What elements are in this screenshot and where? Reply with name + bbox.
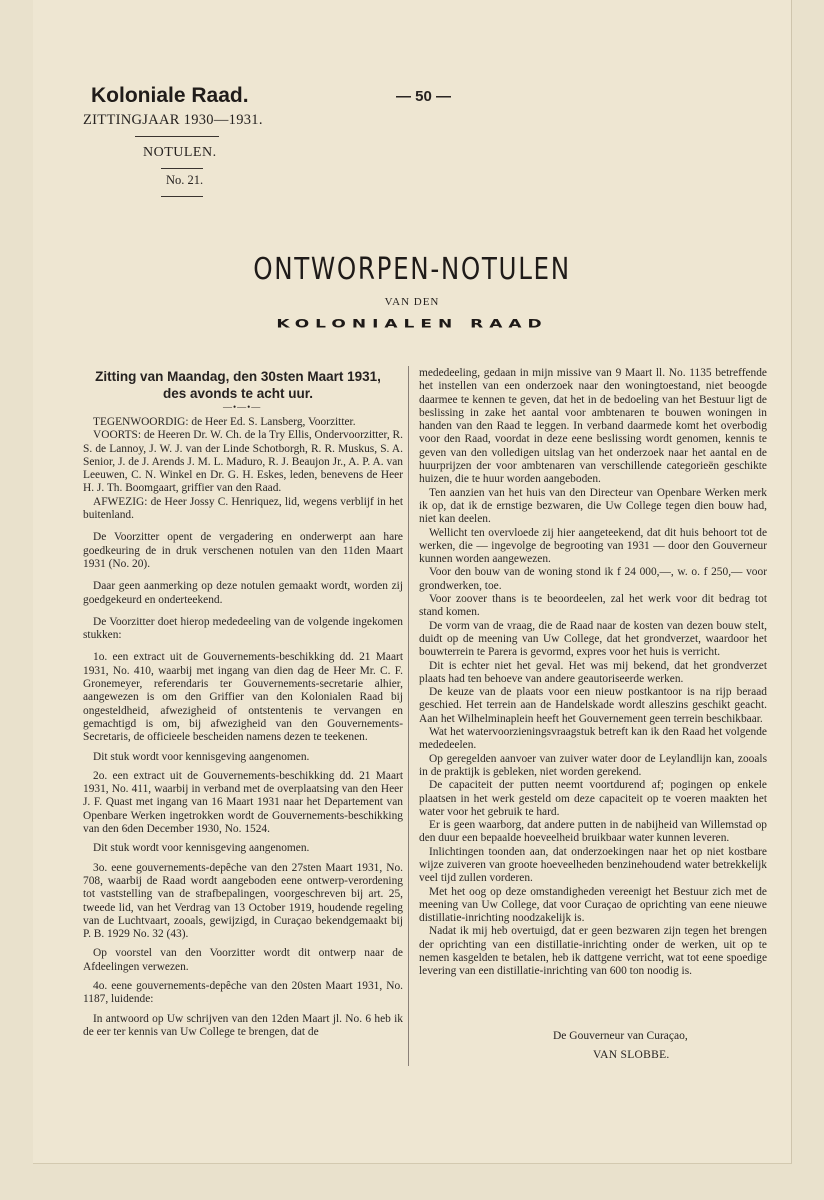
meeting-date: Zitting van Maandag, den 30sten Maart 1931, — [95, 369, 381, 384]
ornament: —•—•— — [223, 402, 262, 412]
column-divider — [408, 366, 409, 1066]
left-column — [83, 416, 403, 1039]
header-divider — [135, 136, 219, 137]
letter-paragraph: Dit is echter niet het geval. Het was mij bekend, dat het grondverzet plaats had ten behoeve van andere geautoriseerde werken. — [419, 659, 767, 685]
document-item: 4o. eene gouvernements-depêche van den 20sten Maart 1931, No. 1187, luidende: — [83, 979, 403, 1006]
document-item: 1o. een extract uit de Gouvernements-beschikking dd. 21 Maart 1931, No. 410, waarbij met ingang van dien dag de Heer Mr. C. F. Gronemeyer, referendaris ter Gouvernements-secretarie alhier, aangewezen is om den Griffier van den Kolonialen Raad bij ongesteldheid, afwezigheid of ontstentenis te vervangen en gemachtigd is om, bij afwezigheid van den Gouvernements-Secretaris, de officieele bescheiden namens dezen te teekenen. — [83, 651, 403, 744]
document-item: 3o. eene gouvernements-depêche van den 27sten Maart 1931, No. 708, waarbij de Raad wordt aangeboden eene ontwerp-verordening tot vaststelling van de strafbepalingen, voorgeschreven bij art. 25, tweede lid, van het Verdrag van 13 October 1919, houdende regeling van de Luchtvaart, zooals, gewijzigd, in Curaçao bekendgemaakt bij P. B. 1929 No. 32 (43). — [83, 861, 403, 941]
meeting-heading — [83, 368, 393, 402]
letter-paragraph: Nadat ik mij heb overtuigd, dat er geen bezwaren zijn tegen het brengen der oprichting van een distillatie-inrichting onder de werken, uit op te nemen kasgelden te betalen, heb ik dattgene verricht, wat tot eene spoedige levering van een distillatie-inrichting van 600 ton noodig is. — [419, 925, 767, 978]
letter-paragraph: De vorm van de vraag, die de Raad naar de kosten van dezen bouw stelt, duidt op de meening van Uw College, dat het grondverzet, waardoor het bouwterrein te Parera is gevormd, expres voor het huis is verricht. — [419, 619, 767, 659]
document-item: 2o. een extract uit de Gouvernements-beschikking dd. 21 Maart 1931, No. 411, waarbij in verband met de overplaatsing van den Heer J. F. Quast met ingang van 16 Maart 1931 naar het Departement van Openbare Werken ingetrokken wordt de Gouvernements-beschikking van den 6den December 1930, No. 1524. — [83, 769, 403, 836]
council-title: Koloniale Raad. — [91, 84, 249, 107]
opening-paragraph: De Voorzitter opent de vergadering en onderwerpt aan hare goedkeuring de in druk verschenen notulen van den 11den Maart 1931 (No. 20). — [83, 531, 403, 570]
document-page — [33, 0, 792, 1164]
item-note: Dit stuk wordt voor kennisgeving aangenomen. — [93, 750, 310, 763]
attendance-absent: AFWEZIG: de Heer Jossy C. Henriquez, lid, wegens verblijf in het buitenland. — [83, 495, 403, 522]
letter-paragraph: mededeeling, gedaan in mijn missive van 9 Maart ll. No. 1135 betreffende het instellen van een onderzoek naar den woningtoestand, niet beoogde daarmee te kennen te geven, dat het in de bedoeling van het Bestuur ligt de beslissing in zake het aantal voor ambtenaren te bouwen woningen in handen van den Raad te leggen. In verband daarmede komt het overbodig voor den Raad, voordat in deze eene beslissing wordt genomen, kennis te geven van den volledigen uitslag van het onderzoek naar het aantal en de huurprijzen der voor ambtenaren van verschillende categorieën geschikte huizen, die te huur worden aangeboden. — [419, 367, 767, 486]
letter-start: In antwoord op Uw schrijven van den 12den Maart jl. No. 6 heb ik de eer ter kennis van Uw College te brengen, dat de — [83, 1012, 403, 1038]
header-divider — [161, 168, 203, 169]
header-divider — [161, 196, 203, 197]
issue-number: No. 21. — [166, 173, 204, 187]
session-year: ZITTINGJAAR 1930—1931. — [83, 112, 263, 128]
attendance-present: TEGENWOORDIG: de Heer Ed. S. Lansberg, Voorzitter. — [93, 416, 356, 428]
letter-paragraph: Wellicht ten overvloede zij hier aangeteekend, dat dit huis behoort tot de werken, die — ingevolge de begrooting van 1931 — door den Gouverneur kunnen worden aangewezen. — [419, 526, 767, 566]
letter-paragraph: Inlichtingen toonden aan, dat onderzoekingen naar het op niet kostbare wijze zuiveren van groote hoeveelheden benzinehoudend water betrekkelijk veel tijd zullen vorderen. — [419, 845, 767, 885]
meeting-time: des avonds te acht uur. — [162, 386, 314, 401]
right-column — [419, 367, 767, 979]
item-note: Dit stuk wordt voor kennisgeving aangenomen. — [93, 842, 310, 855]
item-note: Op voorstel van den Voorzitter wordt dit ontwerp naar de Afdeelingen verwezen. — [83, 947, 403, 973]
approval-paragraph: Daar geen aanmerking op deze notulen gemaakt wordt, worden zij goedgekeurd en onderteekend. — [83, 580, 403, 606]
letter-paragraph: De keuze van de plaats voor een nieuw postkantoor is na rijp beraad geschied. Het terrein aan de Handelskade wordt alleszins geschikt geacht. Aan het Wilhelminaplein heeft het Gouvernement geen terrein beschikbaar. — [419, 686, 767, 725]
signature-name: VAN SLOBBE. — [593, 1049, 670, 1061]
announcement-paragraph: De Voorzitter doet hierop mededeeling van de volgende ingekomen stukken: — [83, 615, 403, 642]
letter-paragraph: De capaciteit der putten neemt voortdurend af; pogingen op enkele plaatsen in het werk gesteld om deze capaciteit op te voeren maakten het water voor het gebruik te hard. — [419, 779, 767, 818]
letter-paragraph: Er is geen waarborg, dat andere putten in de nabijheid van Willemstad op den duur een bepaalde hoeveelheid bruikbaar water kunnen leveren. — [419, 819, 767, 845]
van-den-label: VAN DEN — [384, 296, 440, 308]
attendance-members: VOORTS: de Heeren Dr. W. Ch. de la Try Ellis, Ondervoorzitter, R. S. de Lannoy, J. W. J. van der Linde Schotborgh, R. R. Muskus, S. A. Senior, J. de J. Arends J. M. L. Maduro, R. J. Beaujon Jr., A. P. A. van Leeuwen, C. N. Winkel en Dr. G. H. Eskes, leden, benevens de Heer H. J. Th. Boomgaart, griffier van den Raad. — [83, 429, 403, 495]
letter-paragraph: Voor den bouw van de woning stond ik f 24 000,—, w. o. f 250,— voor grondwerken, toe. — [419, 566, 767, 592]
letter-paragraph: Met het oog op deze omstandigheden vereenigt het Bestuur zich met de meening van Uw College, dat voor Curaçao de oprichting van eene nieuwe distillatie-inrichting noodzakelijk is. — [419, 885, 767, 925]
notulen-label: NOTULEN. — [143, 145, 217, 160]
letter-paragraph: Ten aanzien van het huis van den Directeur van Openbare Werken merk ik op, dat ik de ernstige bezwaren, die Uw College tegen dien bouw had, niet kan deelen. — [419, 486, 767, 526]
page-number: — 50 — — [396, 88, 452, 105]
letter-paragraph: Voor zoover thans is te beoordeelen, zal het werk voor dit bedrag tot stand komen. — [419, 593, 767, 619]
letter-paragraph: Wat het watervoorzieningsvraagstuk betreft kan ik den Raad het volgende mededeelen. — [419, 726, 767, 752]
council-name-banner: KOLONIALEN RAAD — [276, 317, 548, 331]
signature-title: De Gouverneur van Curaçao, — [553, 1030, 688, 1042]
main-title: ONTWORPEN-NOTULEN — [253, 252, 571, 287]
letter-paragraph: Op geregelden aanvoer van zuiver water door de Leylandlijn kan, zooals in de praktijk is gebleken, niet worden gerekend. — [419, 752, 767, 778]
